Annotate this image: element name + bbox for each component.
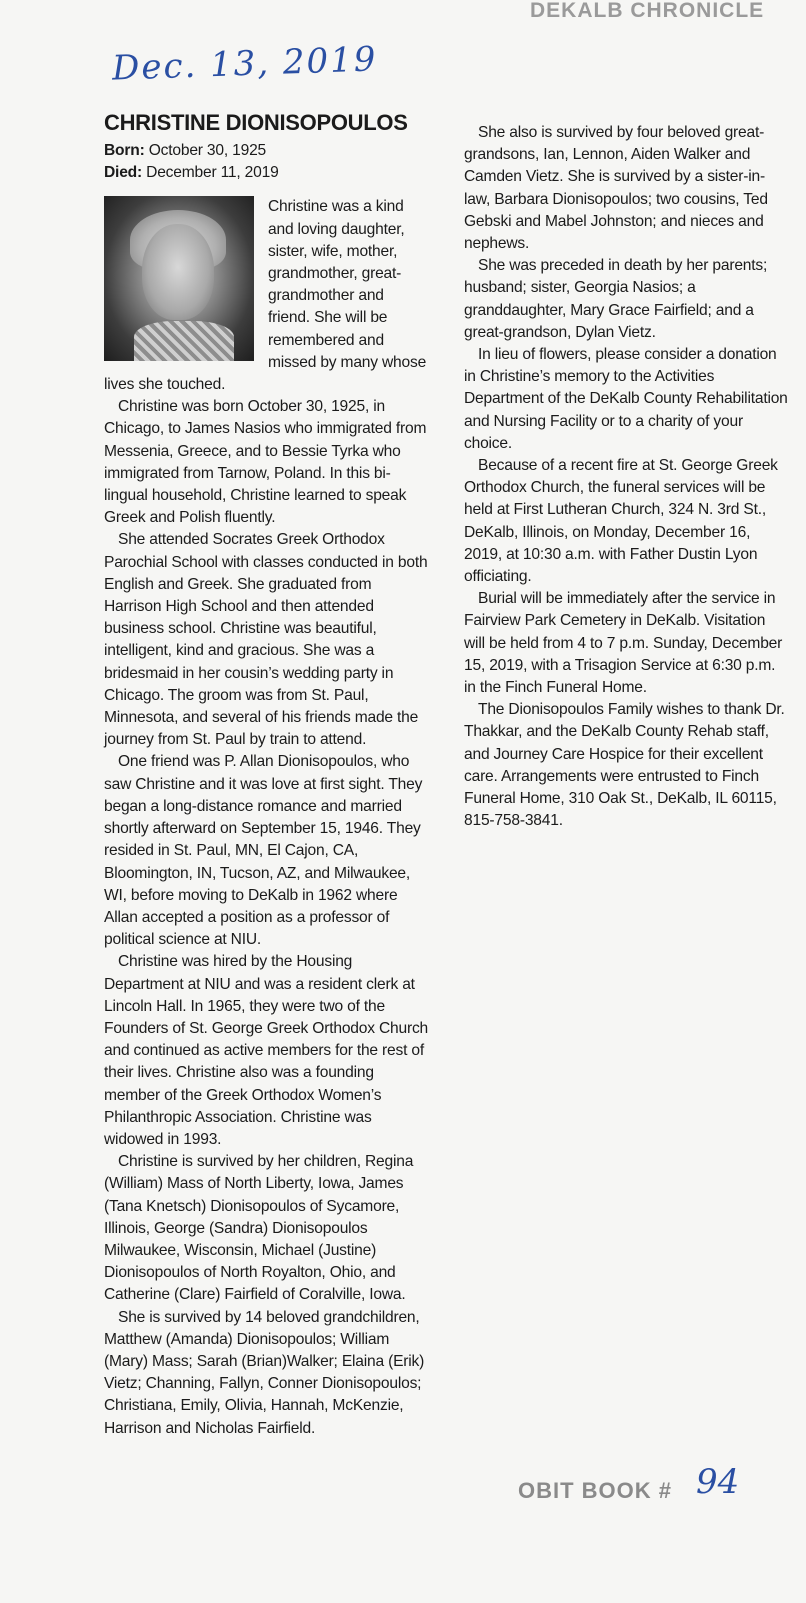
paragraph-preceded: She was preceded in death by her parents; husband; sister, Georgia Nasios; a granddaughter, Mary Grace Fairfield; and a great-grandson, Dylan Vietz. [464, 257, 768, 341]
paragraph-career: Christine was hired by the Housing Department at NIU and was a resident clerk at Lincoln Hall. In 1965, they were two of the Founders of St. George Greek Orthodox Church and continued as active members for the rest of their lives. Christine also was a founding member of the Greek Orthodox Women’s Philanthropic Association. Christine was widowed in 1993. [104, 953, 429, 1148]
paragraph-services: Because of a recent fire at St. George Greek Orthodox Church, the funeral services will be held at First Lutheran Church, 324 N. 3rd St., DeKalb, Illinois, on Monday, December 16, 2019, at 10:30 a.m. with Father Dustin Lyon officiating. [464, 457, 778, 586]
paragraph-burial: Burial will be immediately after the service in Fairview Park Cemetery in DeKalb. Visitation will be held from 4 to 7 p.m. Sunday, December 15, 2019, with a Trisagion Service at 6:30 p.m. in the Finch Funeral Home. [464, 590, 783, 697]
died-line [104, 162, 429, 184]
obit-book-number: 94 [696, 1462, 740, 1502]
intro-block [104, 196, 429, 396]
paragraph-donations: In lieu of flowers, please consider a donation in Christine’s memory to the Activities Department of the DeKalb County Rehabilitation and Nursing Facility or to a charity of your choice. [464, 346, 788, 452]
born-label: Born: [104, 142, 145, 159]
paragraph-marriage: One friend was P. Allan Dionisopoulos, who saw Christine and it was love at first sight. They began a long-distance romance and married shortly afterward on September 15, 1946. They resided in St. Paul, MN, El Cajon, CA, Bloomington, IN, Tucson, AZ, and Milwaukee, WI, before moving to DeKalb in 1962 where Allan accepted a position as a professor of political science at NIU. [104, 753, 423, 949]
obituary-title: CHRISTINE DIONISOPOULOS [104, 110, 408, 135]
portrait-photo [104, 196, 254, 361]
paragraph-grandchildren: She is survived by 14 beloved grandchildren, Matthew (Amanda) Dionisopoulos; William (Mary) Mass; Sarah (Brian)Walker; Elaina (Erik) Vietz; Channing, Fallyn, Conner Dionisopoulos; Christiana, Emily, Olivia, Hannah, McKenzie, Harrison and Nicholas Fairfield. [104, 1308, 425, 1437]
paragraph-children: Christine is survived by her children, Regina (William) Mass of North Liberty, Iowa, James (Tana Knetsch) Dionisopoulos of Sycamore, Illinois, George (Sandra) Dionisopoulos Milwaukee, Wisconsin, Michael (Justine) Dionisopoulos of North Royalton, Ohio, and Catherine (Clare) Fairfield of Coralville, Iowa. [104, 1153, 414, 1304]
paragraph-thanks: The Dionisopoulos Family wishes to thank Dr. Thakkar, and the DeKalb County Rehab staff, and Journey Care Hospice for their excellent care. Arrangements were entrusted to Finch Funeral Home, 310 Oak St., DeKalb, IL 60115, 815-758-3841. [464, 701, 785, 830]
born-line [104, 140, 429, 162]
born-date: October 30, 1925 [148, 142, 267, 159]
paragraph-great-grandchildren: She also is survived by four beloved great-grandsons, Ian, Lennon, Aiden Walker and Camden Vietz. She is survived by a sister-in-law, Barbara Dionisopoulos; two cousins, Ted Gebski and Mabel Johnston; and nieces and nephews. [464, 124, 768, 253]
paragraph-education: She attended Socrates Greek Orthodox Parochial School with classes conducted in both English and Greek. She graduated from Harrison High School and then attended business school. Christine was beautiful, intelligent, kind and gracious. She was a bridesmaid in her cousin’s wedding party in Chicago. The groom was from St. Paul, Minnesota, and several of his friends made the journey from St. Paul by train to attend. [104, 531, 428, 749]
obituary-column-left [104, 110, 429, 1440]
masthead: DEKALB CHRONICLE [530, 0, 765, 22]
paragraph-birth: Christine was born October 30, 1925, in Chicago, to James Nasios who immigrated from Messenia, Greece, and to Bessie Tyrka who immigrated from Tarnow, Poland. In this bi-lingual household, Christine learned to speak Greek and Polish fluently. [104, 398, 427, 527]
paragraph-intro: Christine was a kind and loving daughter, sister, wife, mother, grandmother, great-grandmother and friend. She will be remembered and missed by many whose lives she touched. [104, 198, 427, 394]
died-date: December 11, 2019 [146, 164, 279, 182]
died-label: Died: [104, 164, 142, 182]
handwritten-date: Dec. 13, 2019 [111, 39, 379, 89]
obituary-column-right [464, 122, 789, 833]
obit-book-stamp: OBIT BOOK # [518, 1478, 673, 1503]
